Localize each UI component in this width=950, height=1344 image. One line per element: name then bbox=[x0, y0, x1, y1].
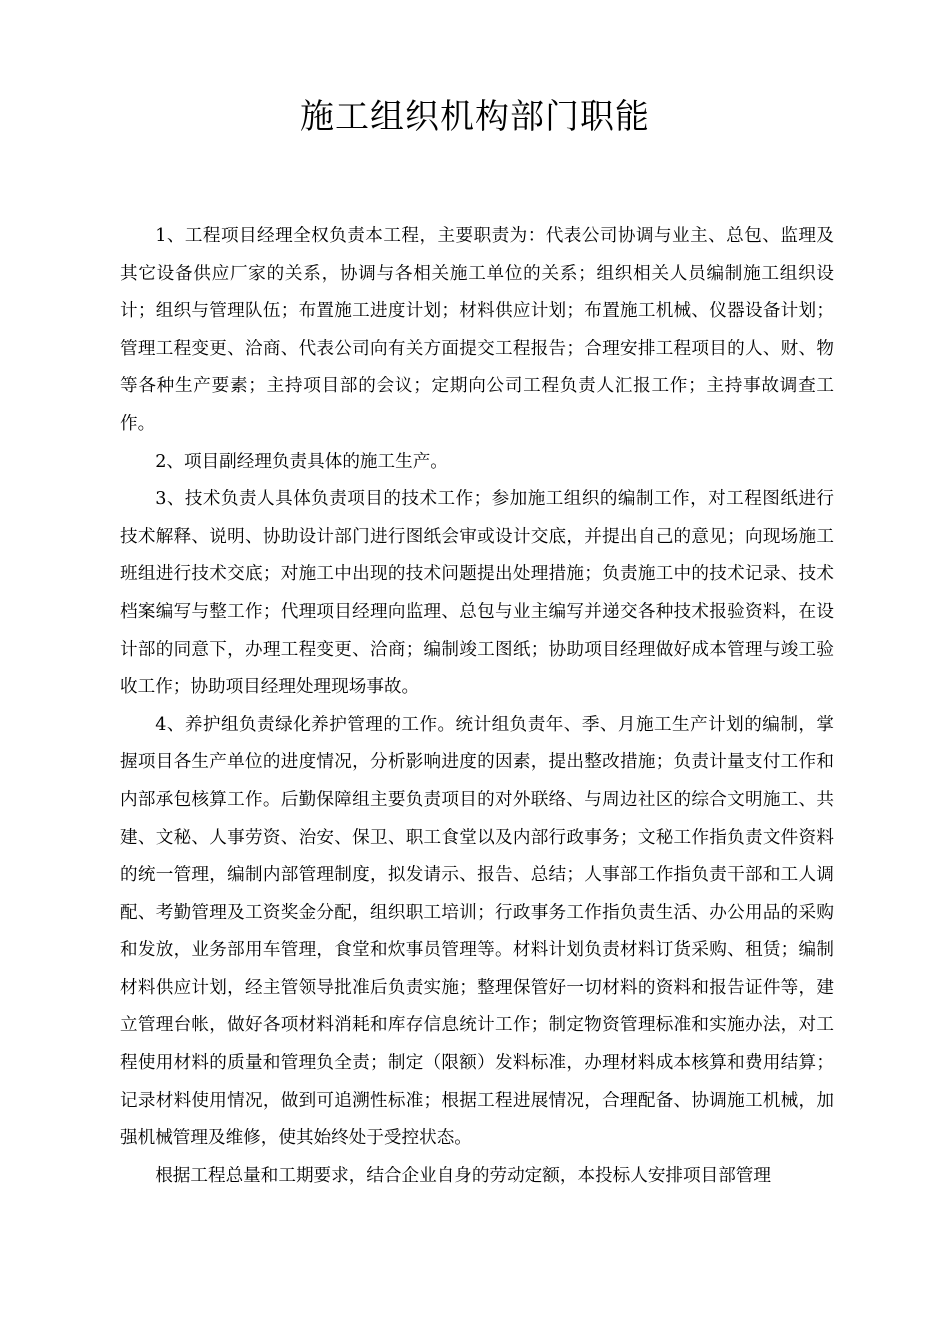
paragraph-maintenance-group: 4、养护组负责绿化养护管理的工作。统计组负责年、季、月施工生产计划的编制，掌握项目各生产单位的进度情况，分析影响进度的因素，提出整改措施；负责计量支付工作和内部承包核算工作。后勤保障组主要负责项目的对外联络、与周边社区的综合文明施工、共建、文秘、人事劳资、治安、保卫、职工食堂以及内部行政事务；文秘工作指负责文件资料的统一管理，编制内部管理制度，拟发请示、报告、总结；人事部工作指负责干部和工人调配、考勤管理及工资奖金分配，组织职工培训；行政事务工作指负责生活、办公用品的采购和发放，业务部用车管理，食堂和炊事员管理等。材料计划负责材料订货采购、租赁；编制材料供应计划，经主管领导批准后负责实施；整理保管好一切材料的资料和报告证件等，建立管理台帐，做好各项材料消耗和库存信息统计工作；制定物资管理标准和实施办法，对工程使用材料的质量和管理负全责；制定（限额）发料标准，办理材料成本核算和费用结算；记录材料使用情况，做到可追溯性标准；根据工程进展情况，合理配备、协调施工机械，加强机械管理及维修，使其始终处于受控状态。 bbox=[120, 714, 834, 1149]
paragraph-technical-lead: 3、技术负责人具体负责项目的技术工作；参加施工组织的编制工作，对工程图纸进行技术解释、说明、协助设计部门进行图纸会审或设计交底，并提出自己的意见；向现场施工班组进行技术交底；对施工中出现的技术问题提出处理措施；负责施工中的技术记录、技术档案编写与整工作；代理项目经理向监理、总包与业主编写并递交各种技术报验资料，在设计部的同意下，办理工程变更、洽商；编制竣工图纸；协助项目经理做好成本管理与竣工验收工作；协助项目经理处理现场事故。 bbox=[120, 489, 834, 698]
document-body bbox=[120, 218, 834, 1195]
page-title: 施工组织机构部门职能 bbox=[300, 97, 650, 137]
paragraph-deputy-manager: 2、项目副经理负责具体的施工生产。 bbox=[155, 451, 448, 472]
paragraph-project-manager: 1、工程项目经理全权负责本工程，主要职责为：代表公司协调与业主、总包、监理及其它设备供应厂家的关系，协调与各相关施工单位的关系；组织相关人员编制施工组织设计；组织与管理队伍；布置施工进度计划；材料供应计划；布置施工机械、仪器设备计划；管理工程变更、洽商、代表公司向有关方面提交工程报告；合理安排工程项目的人、财、物等各种生产要素；主持项目部的会议；定期向公司工程负责人汇报工作；主持事故调查工作。 bbox=[120, 226, 834, 434]
paragraph-staffing: 根据工程总量和工期要求，结合企业自身的劳动定额，本投标人安排项目部管理 bbox=[155, 1165, 771, 1186]
